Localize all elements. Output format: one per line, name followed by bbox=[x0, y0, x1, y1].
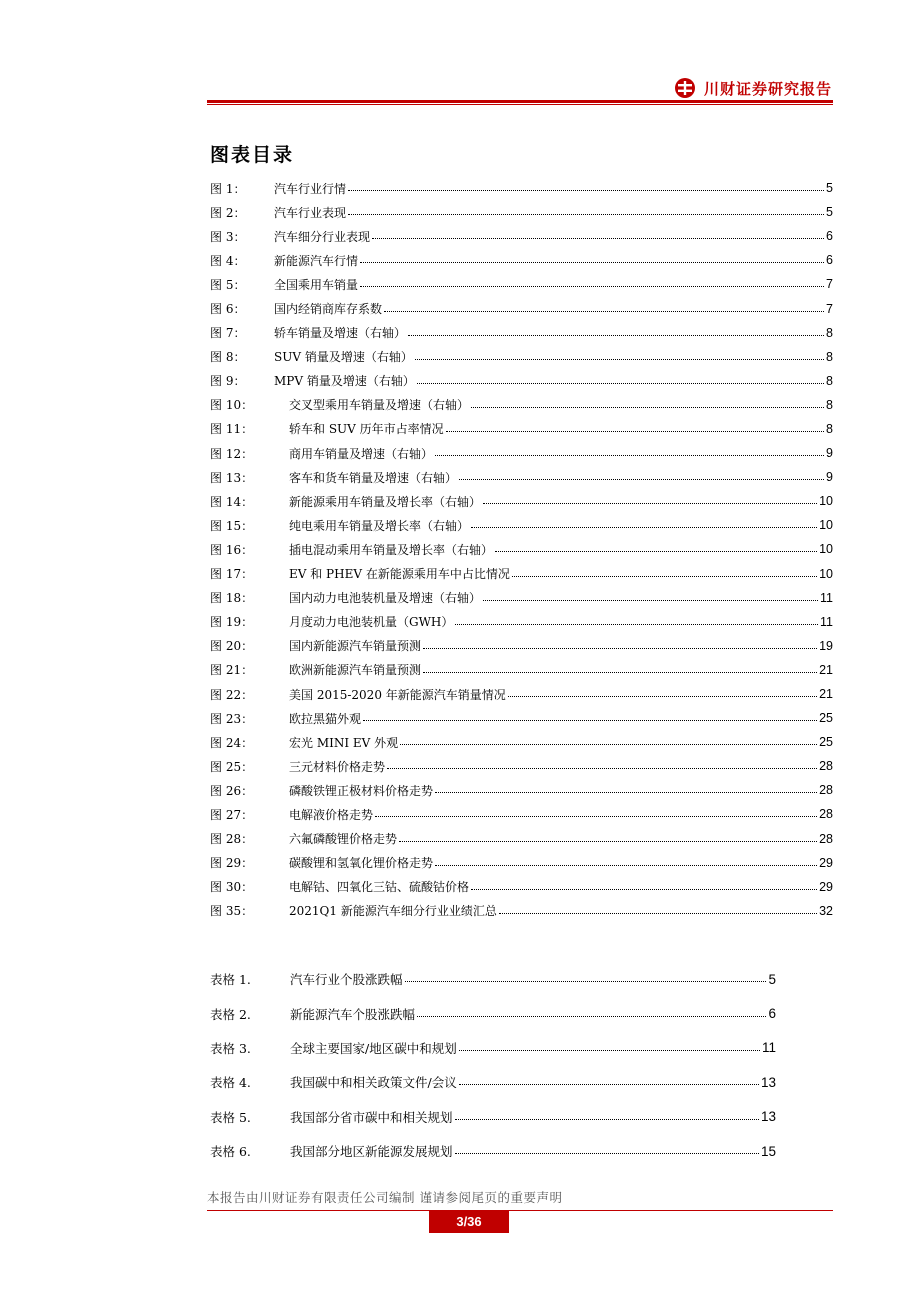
entry-label: 图 25： bbox=[210, 759, 254, 774]
entry-title: 新能源汽车个股涨跌幅 bbox=[290, 1006, 416, 1022]
entry-label: 表格 3. bbox=[210, 1040, 251, 1056]
entry-label: 图 15： bbox=[210, 518, 254, 533]
dot-leader bbox=[446, 431, 824, 432]
entry-title: 宏光 MINI EV 外观 bbox=[289, 735, 399, 750]
dot-leader bbox=[495, 551, 817, 552]
toc-entry[interactable] bbox=[210, 1065, 776, 1099]
entry-label: 图 16： bbox=[210, 542, 254, 557]
dot-leader bbox=[435, 865, 817, 866]
entry-page: 10 bbox=[819, 494, 833, 509]
dot-leader bbox=[399, 841, 817, 842]
entry-label: 图 30： bbox=[210, 880, 254, 895]
entry-label: 图 7： bbox=[210, 326, 246, 341]
entry-page: 7 bbox=[826, 301, 833, 316]
header-rule bbox=[207, 100, 833, 103]
dot-leader bbox=[471, 889, 817, 890]
toc-entry[interactable] bbox=[210, 562, 833, 586]
entry-label: 图 22： bbox=[210, 687, 254, 702]
chuancai-logo-icon bbox=[674, 77, 696, 99]
entry-page: 10 bbox=[819, 518, 833, 533]
toc-entry[interactable] bbox=[210, 1031, 776, 1065]
entry-title: 纯电乘用车销量及增长率（右轴） bbox=[289, 518, 470, 533]
entry-label: 图 13： bbox=[210, 470, 254, 485]
toc-entry[interactable] bbox=[210, 537, 833, 561]
toc-entry[interactable] bbox=[210, 296, 833, 320]
entry-page: 13 bbox=[760, 1074, 776, 1090]
toc-entry[interactable] bbox=[210, 393, 833, 417]
entry-label: 表格 4. bbox=[210, 1075, 251, 1091]
toc-entry[interactable] bbox=[210, 248, 833, 272]
entry-label: 图 4： bbox=[210, 253, 246, 268]
entry-page: 9 bbox=[826, 446, 833, 461]
entry-page: 11 bbox=[820, 614, 833, 629]
entry-title: 欧洲新能源汽车销量预测 bbox=[289, 663, 422, 678]
dot-leader bbox=[471, 407, 824, 408]
toc-entry[interactable] bbox=[210, 272, 833, 296]
entry-page: 5 bbox=[826, 181, 833, 196]
entry-title: 汽车行业行情 bbox=[274, 181, 347, 196]
dot-leader bbox=[363, 720, 817, 721]
entry-title: 汽车行业个股涨跌幅 bbox=[290, 972, 403, 988]
entry-label: 图 26： bbox=[210, 783, 254, 798]
toc-entry[interactable] bbox=[210, 899, 833, 923]
toc-entry[interactable] bbox=[210, 200, 833, 224]
entry-title: 美国 2015-2020 年新能源汽车销量情况 bbox=[289, 687, 506, 702]
dot-leader bbox=[423, 672, 817, 673]
entry-label: 图 23： bbox=[210, 711, 254, 726]
dot-leader bbox=[483, 503, 817, 504]
toc-entry[interactable] bbox=[210, 586, 833, 610]
entry-title: 六氟磷酸锂价格走势 bbox=[289, 832, 398, 847]
entry-label: 图 2： bbox=[210, 205, 246, 220]
entry-label: 图 1： bbox=[210, 181, 246, 196]
toc-entry[interactable] bbox=[210, 417, 833, 441]
toc-entry[interactable] bbox=[210, 489, 833, 513]
entry-title: 月度动力电池装机量（GWH） bbox=[289, 615, 454, 630]
entry-page: 5 bbox=[826, 205, 833, 220]
entry-page: 25 bbox=[819, 711, 833, 726]
toc-entry[interactable] bbox=[210, 754, 833, 778]
entry-label: 图 21： bbox=[210, 663, 254, 678]
toc-entry[interactable] bbox=[210, 321, 833, 345]
entry-label: 图 29： bbox=[210, 856, 254, 871]
entry-title: 汽车细分行业表现 bbox=[274, 229, 371, 244]
entry-page: 8 bbox=[826, 325, 833, 340]
entry-page: 15 bbox=[760, 1143, 776, 1159]
entry-label: 图 35： bbox=[210, 904, 254, 919]
dot-leader bbox=[455, 1153, 759, 1154]
entry-title: 插电混动乘用车销量及增长率（右轴） bbox=[289, 542, 494, 557]
toc-entry[interactable] bbox=[210, 369, 833, 393]
entry-title: 欧拉黑猫外观 bbox=[289, 711, 362, 726]
page-title: 图表目录 bbox=[210, 144, 295, 166]
toc-entry[interactable] bbox=[210, 610, 833, 634]
dot-leader bbox=[415, 359, 824, 360]
entry-title: 三元材料价格走势 bbox=[289, 759, 386, 774]
dot-leader bbox=[455, 624, 818, 625]
entry-label: 表格 2. bbox=[210, 1006, 251, 1022]
entry-label: 图 6： bbox=[210, 302, 246, 317]
entry-page: 21 bbox=[819, 662, 833, 677]
entry-title: 我国部分地区新能源发展规划 bbox=[290, 1144, 453, 1160]
entry-label: 表格 5. bbox=[210, 1109, 251, 1125]
entry-page: 6 bbox=[826, 253, 833, 268]
dot-leader bbox=[459, 1050, 760, 1051]
entry-label: 图 17： bbox=[210, 567, 254, 582]
dot-leader bbox=[512, 576, 817, 577]
dot-leader bbox=[459, 479, 824, 480]
toc-entry[interactable] bbox=[210, 1134, 776, 1168]
entry-label: 表格 6. bbox=[210, 1144, 251, 1160]
entry-title: 我国碳中和相关政策文件/会议 bbox=[290, 1075, 457, 1091]
dot-leader bbox=[499, 913, 817, 914]
entry-page: 5 bbox=[768, 971, 776, 987]
toc-entry[interactable] bbox=[210, 345, 833, 369]
toc-entry[interactable] bbox=[210, 176, 833, 200]
entry-title: 全国乘用车销量 bbox=[274, 277, 359, 292]
entry-page: 19 bbox=[819, 638, 833, 653]
dot-leader bbox=[387, 768, 817, 769]
entry-title: 新能源汽车行情 bbox=[274, 253, 359, 268]
entry-label: 图 9： bbox=[210, 374, 246, 389]
entry-page: 21 bbox=[819, 687, 833, 702]
page-header bbox=[0, 0, 920, 110]
entry-page: 10 bbox=[819, 542, 833, 557]
entry-page: 32 bbox=[819, 903, 833, 918]
toc-entry[interactable] bbox=[210, 827, 833, 851]
toc-entry[interactable] bbox=[210, 441, 833, 465]
dot-leader bbox=[348, 190, 824, 191]
entry-label: 图 28： bbox=[210, 832, 254, 847]
entry-page: 25 bbox=[819, 735, 833, 750]
dot-leader bbox=[348, 214, 824, 215]
entry-title: 电解钴、四氧化三钴、硫酸钴价格 bbox=[289, 880, 470, 895]
entry-title: 轿车销量及增速（右轴） bbox=[274, 326, 407, 341]
toc-entry[interactable] bbox=[210, 682, 833, 706]
entry-title: 交叉型乘用车销量及增速（右轴） bbox=[289, 398, 470, 413]
entry-page: 7 bbox=[826, 277, 833, 292]
entry-label: 图 5： bbox=[210, 277, 246, 292]
toc-entry[interactable] bbox=[210, 802, 833, 826]
dot-leader bbox=[375, 816, 817, 817]
entry-page: 29 bbox=[819, 855, 833, 870]
brand bbox=[674, 77, 832, 99]
toc-entry[interactable] bbox=[210, 851, 833, 875]
toc-entry[interactable] bbox=[210, 875, 833, 899]
entry-page: 28 bbox=[819, 759, 833, 774]
entry-title: 磷酸铁锂正极材料价格走势 bbox=[289, 783, 434, 798]
entry-label: 图 12： bbox=[210, 446, 254, 461]
entry-label: 图 10： bbox=[210, 398, 254, 413]
toc-entry[interactable] bbox=[210, 996, 776, 1030]
entry-title: 客车和货车销量及增速（右轴） bbox=[289, 470, 458, 485]
entry-label: 图 14： bbox=[210, 494, 254, 509]
toc-entry[interactable] bbox=[210, 1100, 776, 1134]
entry-page: 28 bbox=[819, 783, 833, 798]
entry-page: 13 bbox=[760, 1109, 776, 1125]
entry-page: 8 bbox=[826, 373, 833, 388]
dot-leader bbox=[455, 1119, 759, 1120]
entry-label: 图 3： bbox=[210, 229, 246, 244]
dot-leader bbox=[483, 600, 818, 601]
entry-title: EV 和 PHEV 在新能源乘用车中占比情况 bbox=[289, 567, 510, 582]
entry-title: 国内动力电池装机量及增速（右轴） bbox=[289, 591, 482, 606]
page-number: 3/36 bbox=[429, 1210, 509, 1233]
dot-leader bbox=[435, 455, 824, 456]
entry-title: MPV 销量及增速（右轴） bbox=[274, 374, 415, 389]
toc-entry[interactable] bbox=[210, 658, 833, 682]
entry-page: 28 bbox=[819, 831, 833, 846]
entry-page: 8 bbox=[826, 349, 833, 364]
entry-label: 图 8： bbox=[210, 350, 246, 365]
dot-leader bbox=[408, 335, 824, 336]
dot-leader bbox=[508, 696, 817, 697]
entry-label: 图 20： bbox=[210, 639, 254, 654]
entry-page: 6 bbox=[826, 229, 833, 244]
entry-label: 图 27： bbox=[210, 807, 254, 822]
entry-label: 图 24： bbox=[210, 735, 254, 750]
company-name: 川财证券研究报告 bbox=[703, 79, 832, 98]
table-list bbox=[210, 962, 776, 1168]
entry-page: 29 bbox=[819, 879, 833, 894]
entry-title: 汽车行业表现 bbox=[274, 205, 347, 220]
entry-label: 表格 1. bbox=[210, 972, 251, 988]
dot-leader bbox=[417, 1016, 766, 1017]
entry-page: 11 bbox=[761, 1040, 776, 1056]
entry-page: 28 bbox=[819, 807, 833, 822]
entry-title: 我国部分省市碳中和相关规划 bbox=[290, 1109, 453, 1125]
entry-label: 图 18： bbox=[210, 591, 254, 606]
toc-entry[interactable] bbox=[210, 634, 833, 658]
dot-leader bbox=[360, 286, 824, 287]
footer-note: 本报告由川财证券有限责任公司编制 谨请参阅尾页的重要声明 bbox=[207, 1190, 563, 1205]
dot-leader bbox=[435, 792, 817, 793]
dot-leader bbox=[384, 311, 824, 312]
entry-page: 9 bbox=[826, 470, 833, 485]
toc-entry[interactable] bbox=[210, 465, 833, 489]
entry-title: 国内经销商库存系数 bbox=[274, 302, 383, 317]
figure-list bbox=[210, 176, 833, 923]
toc-entry[interactable] bbox=[210, 730, 833, 754]
entry-title: 电解液价格走势 bbox=[289, 807, 374, 822]
entry-page: 8 bbox=[826, 397, 833, 412]
toc-entry[interactable] bbox=[210, 513, 833, 537]
dot-leader bbox=[459, 1084, 759, 1085]
entry-page: 10 bbox=[819, 566, 833, 581]
toc-entry[interactable] bbox=[210, 706, 833, 730]
entry-page: 11 bbox=[820, 590, 833, 605]
dot-leader bbox=[405, 981, 767, 982]
entry-title: SUV 销量及增速（右轴） bbox=[274, 350, 413, 365]
header-rule-thin bbox=[207, 104, 833, 105]
entry-title: 国内新能源汽车销量预测 bbox=[289, 639, 422, 654]
entry-title: 2021Q1 新能源汽车细分行业业绩汇总 bbox=[289, 904, 497, 919]
footer-rule bbox=[207, 1210, 833, 1211]
dot-leader bbox=[423, 648, 817, 649]
entry-label: 图 11： bbox=[210, 422, 254, 437]
dot-leader bbox=[417, 383, 824, 384]
entry-title: 轿车和 SUV 历年市占率情况 bbox=[289, 422, 444, 437]
entry-page: 6 bbox=[768, 1006, 776, 1022]
entry-title: 商用车销量及增速（右轴） bbox=[289, 446, 434, 461]
dot-leader bbox=[400, 744, 817, 745]
entry-page: 8 bbox=[826, 421, 833, 436]
toc-entry[interactable] bbox=[210, 962, 776, 996]
entry-title: 新能源乘用车销量及增长率（右轴） bbox=[289, 494, 482, 509]
entry-title: 全球主要国家/地区碳中和规划 bbox=[290, 1040, 457, 1056]
dot-leader bbox=[372, 238, 824, 239]
toc-entry[interactable] bbox=[210, 778, 833, 802]
dot-leader bbox=[471, 527, 817, 528]
toc-entry[interactable] bbox=[210, 224, 833, 248]
entry-label: 图 19： bbox=[210, 615, 254, 630]
dot-leader bbox=[360, 262, 824, 263]
entry-title: 碳酸锂和氢氧化锂价格走势 bbox=[289, 856, 434, 871]
